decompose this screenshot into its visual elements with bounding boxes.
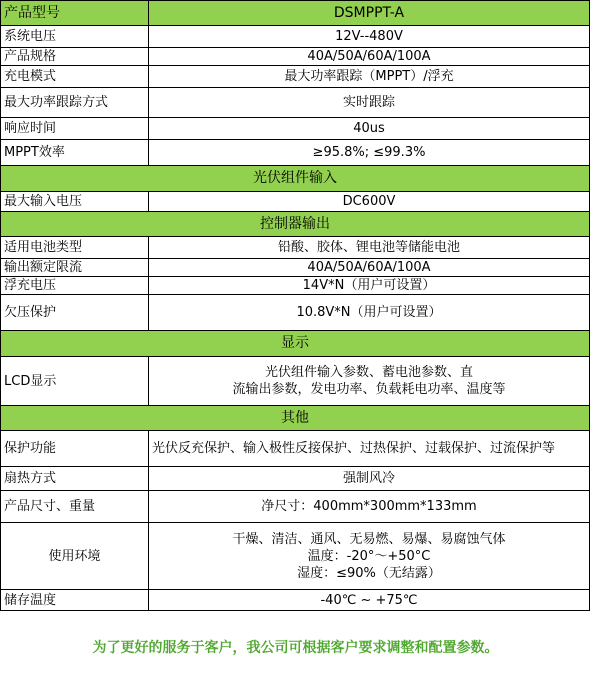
row-value: ≥95.8%; ≤99.3% [149, 140, 590, 166]
section-title: 控制器输出 [1, 212, 590, 237]
row-value [149, 357, 590, 406]
table-row [1, 277, 590, 295]
row-value [149, 523, 590, 590]
environment-line: 温度：-20°～+50°C [307, 548, 431, 564]
section-header-other [1, 406, 590, 431]
table-row [1, 357, 590, 406]
row-label: 最大输入电压 [1, 192, 149, 212]
table-row [1, 237, 590, 259]
row-label: 储存温度 [1, 590, 149, 611]
table-row [1, 431, 590, 467]
lcd-line: 光伏组件输入参数、蓄电池参数、直 [264, 365, 473, 380]
table-row [1, 467, 590, 491]
row-value: 铅酸、胶体、锂电池等储能电池 [149, 237, 590, 259]
row-value: -40℃ ~ +75℃ [149, 590, 590, 611]
section-header-pv [1, 166, 590, 192]
row-value: DC600V [149, 192, 590, 212]
row-value: 40us [149, 118, 590, 140]
row-label: 最大功率跟踪方式 [1, 88, 149, 118]
table-row [1, 140, 590, 166]
table-row [1, 259, 590, 277]
row-label: MPPT效率 [1, 140, 149, 166]
section-header-display [1, 331, 590, 357]
table-row [1, 590, 590, 611]
row-label: 系统电压 [1, 26, 149, 48]
model-row [1, 1, 590, 26]
row-label: 适用电池类型 [1, 237, 149, 259]
model-label: 产品型号 [1, 1, 149, 26]
row-value: 光伏反充保护、输入极性反接保护、过热保护、过载保护、过流保护等 [149, 431, 590, 467]
row-label: 响应时间 [1, 118, 149, 140]
row-value: 强制风冷 [149, 467, 590, 491]
row-value: 实时跟踪 [149, 88, 590, 118]
lcd-line: 流输出参数，发电功率、负载耗电功率、温度等 [232, 382, 506, 397]
row-label: 充电模式 [1, 66, 149, 88]
row-value: 10.8V*N（用户可设置） [149, 295, 590, 331]
row-label: 欠压保护 [1, 295, 149, 331]
row-value: 净尺寸：400mm*300mm*133mm [149, 491, 590, 523]
section-title: 光伏组件输入 [1, 166, 590, 192]
table-row [1, 491, 590, 523]
row-value: 14V*N（用户可设置） [149, 277, 590, 295]
row-label: 产品尺寸、重量 [1, 491, 149, 523]
row-value: 最大功率跟踪（MPPT）/浮充 [149, 66, 590, 88]
table-row [1, 118, 590, 140]
row-label: 使用环境 [1, 523, 149, 590]
row-label: 保护功能 [1, 431, 149, 467]
section-title: 显示 [1, 331, 590, 357]
environment-line: 湿度：≤90%（无结露） [297, 565, 441, 581]
table-row [1, 48, 590, 66]
table-row [1, 66, 590, 88]
table-row [1, 26, 590, 48]
row-label: 产品规格 [1, 48, 149, 66]
section-header-controller [1, 212, 590, 237]
row-label: 输出额定限流 [1, 259, 149, 277]
table-row [1, 295, 590, 331]
model-value: DSMPPT-A [149, 1, 590, 26]
table-row [1, 192, 590, 212]
footer-note: 为了更好的服务于客户，我公司可根据客户要求调整和配置参数。 [92, 640, 499, 656]
row-value: 40A/50A/60A/100A [149, 259, 590, 277]
section-title: 其他 [1, 406, 590, 431]
table-row [1, 523, 590, 590]
environment-line: 干燥、清洁、通风、无易燃、易爆、易腐蚀气体 [232, 531, 506, 547]
row-value: 12V--480V [149, 26, 590, 48]
table-row [1, 88, 590, 118]
row-value: 40A/50A/60A/100A [149, 48, 590, 66]
row-label: LCD显示 [1, 357, 149, 406]
row-label: 浮充电压 [1, 277, 149, 295]
row-label: 扇热方式 [1, 467, 149, 491]
